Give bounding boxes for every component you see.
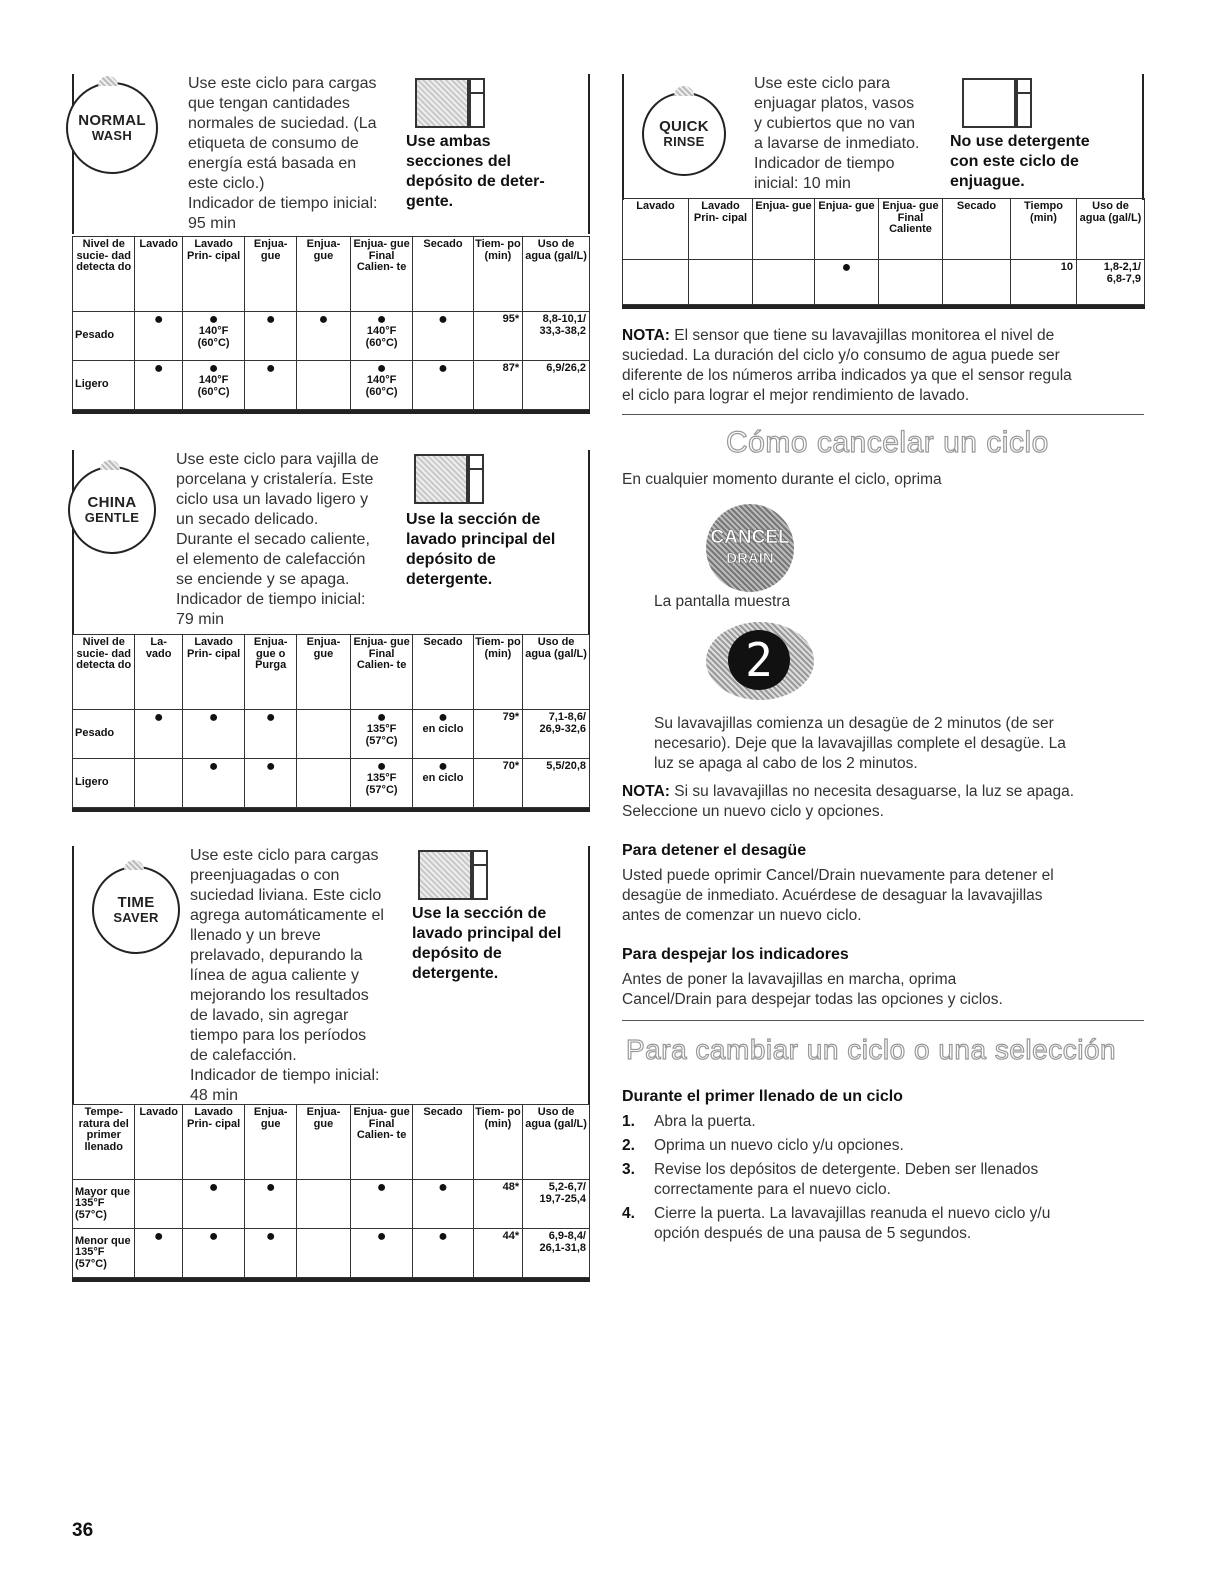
table-header: Tempe- ratura del primer llenado bbox=[73, 1105, 135, 1180]
table-header: Uso de agua (gal/L) bbox=[523, 237, 590, 312]
table-header: Enjua- gue bbox=[815, 199, 879, 260]
table-header: Secado bbox=[413, 1105, 473, 1180]
table-header: Lavado Prin- cipal bbox=[689, 199, 753, 260]
clear-indicators-heading: Para despejar los indicadores bbox=[622, 946, 849, 963]
table-header: Secado bbox=[943, 199, 1011, 260]
table-header: Enjua- gue Final Calien- te bbox=[350, 635, 412, 710]
normal-wash-table bbox=[72, 236, 590, 410]
table-header: Uso de agua (gal/L) bbox=[523, 635, 590, 710]
table-cell: ● en ciclo bbox=[413, 710, 473, 759]
table-cell bbox=[753, 260, 815, 305]
table-header: La- vado bbox=[135, 635, 182, 710]
table-cell: ● bbox=[135, 1229, 182, 1278]
nota-drain: NOTA: Si su lavavajillas no necesita desaguarse, la luz se apaga. Seleccione un nuevo ciclo y opciones. bbox=[622, 783, 1075, 820]
table-cell bbox=[135, 759, 182, 808]
table-header: Nivel de sucie- dad detecta do bbox=[73, 237, 135, 312]
table-header: Lavado Prin- cipal bbox=[182, 1105, 244, 1180]
normal-wash-description: Use este ciclo para cargas que tengan cantidades normales de suciedad. (La etiqueta de consumo de energía está basada en este ciclo.) Indicador de tiempo inicial: 95 min bbox=[188, 75, 378, 232]
row-label: Ligero bbox=[73, 759, 135, 808]
table-cell: ● bbox=[245, 710, 297, 759]
table-cell: 10 bbox=[1011, 260, 1077, 305]
change-heading: Para cambiar un ciclo o una selección bbox=[626, 1034, 1117, 1065]
time-saver-description: Use este ciclo para cargas preenjuagadas o con suciedad liviana. Este ciclo agrega automáticamente el llenado y un breve prelavado, depurando la línea de agua caliente y mejorando los resultados de lavado, sin agregar tiempo para los períodos de calefacción. Indicador de tiempo inicial: 48 min bbox=[190, 847, 384, 1104]
table-cell: 6,9-8,4/ 26,1-31,8 bbox=[523, 1229, 590, 1278]
table-row bbox=[73, 759, 590, 808]
table-cell: 87* bbox=[473, 361, 523, 410]
change-subheading: Durante el primer llenado de un ciclo bbox=[622, 1088, 903, 1105]
table-header: Tiem- po (min) bbox=[473, 1105, 523, 1180]
table-cell: ● 140°F (60°C) bbox=[182, 312, 244, 361]
table-header: Lavado bbox=[135, 237, 182, 312]
display-intro: La pantalla muestra bbox=[654, 593, 791, 610]
table-header: Tiempo (min) bbox=[1011, 199, 1077, 260]
table-bottom-rule bbox=[72, 410, 590, 414]
table-cell: 6,9/26,2 bbox=[523, 361, 590, 410]
table-cell: ● bbox=[245, 312, 297, 361]
table-cell: ● bbox=[182, 759, 244, 808]
table-cell: ● bbox=[350, 1180, 412, 1229]
china-gentle-note: Use la sección de lavado principal del depósito de detergente. bbox=[406, 511, 556, 588]
table-header: Enjua- gue bbox=[297, 635, 351, 710]
table-cell: ● bbox=[413, 312, 473, 361]
cancel-intro: En cualquier momento durante el ciclo, oprima bbox=[622, 471, 942, 488]
table-cell: 1,8-2,1/ 6,8-7,9 bbox=[1077, 260, 1145, 305]
table-cell: 8,8-10,1/ 33,3-38,2 bbox=[523, 312, 590, 361]
table-header: Uso de agua (gal/L) bbox=[523, 1105, 590, 1180]
table-header: Nivel de sucie- dad detecta do bbox=[73, 635, 135, 710]
table-header: Secado bbox=[413, 237, 473, 312]
table-header: Enjua- gue bbox=[753, 199, 815, 260]
table-row bbox=[73, 312, 590, 361]
list-item: 3. Revise los depósitos de detergente. Deben ser llenados correctamente para el nuevo ciclo. bbox=[622, 1161, 1039, 1198]
table-cell: 48* bbox=[473, 1180, 523, 1229]
table-cell: ● 135°F (57°C) bbox=[350, 759, 412, 808]
table-cell bbox=[689, 260, 753, 305]
quick-rinse-note: No use detergente con este ciclo de enjuague. bbox=[950, 133, 1090, 190]
table-cell: ● bbox=[135, 361, 182, 410]
time-saver-table bbox=[72, 1104, 590, 1278]
list-item: 2. Oprima un nuevo ciclo y/u opciones. bbox=[622, 1137, 904, 1154]
table-cell: ● en ciclo bbox=[413, 759, 473, 808]
table-cell: 5,2-6,7/ 19,7-25,4 bbox=[523, 1180, 590, 1229]
quick-rinse-description: Use este ciclo para enjuagar platos, vasos y cubiertos que no van a lavarse de inmediato. Indicador de tiempo inicial: 10 min bbox=[754, 75, 920, 192]
table-cell: ● bbox=[182, 1180, 244, 1229]
table-cell: 7,1-8,6/ 26,9-32,6 bbox=[523, 710, 590, 759]
table-cell: ● bbox=[815, 260, 879, 305]
table-cell: ● bbox=[413, 361, 473, 410]
table-cell: 79* bbox=[473, 710, 523, 759]
table-cell: 70* bbox=[473, 759, 523, 808]
table-header: Uso de agua (gal/L) bbox=[1077, 199, 1145, 260]
table-header: Lavado bbox=[135, 1105, 182, 1180]
table-row bbox=[73, 1229, 590, 1278]
table-header: Tiem- po (min) bbox=[473, 237, 523, 312]
normal-wash-section bbox=[72, 74, 590, 420]
page-number: 36 bbox=[72, 1520, 94, 1541]
display-graphic: 2 bbox=[706, 622, 814, 700]
table-cell: ● 140°F (60°C) bbox=[350, 361, 412, 410]
table-cell: 44* bbox=[473, 1229, 523, 1278]
table-cell bbox=[879, 260, 943, 305]
table-header: Lavado Prin- cipal bbox=[182, 635, 244, 710]
table-cell: ● bbox=[135, 312, 182, 361]
divider bbox=[622, 1020, 1144, 1021]
time-saver-badge: TIME SAVER bbox=[92, 866, 180, 954]
divider bbox=[622, 414, 1144, 415]
time-saver-section bbox=[72, 846, 590, 1316]
normal-wash-badge: NORMAL WASH bbox=[66, 82, 158, 174]
table-cell: ● bbox=[182, 1229, 244, 1278]
table-cell bbox=[135, 1180, 182, 1229]
table-cell: ● bbox=[182, 710, 244, 759]
table-bottom-rule bbox=[622, 305, 1145, 309]
table-cell bbox=[297, 759, 351, 808]
table-cell: ● 135°F (57°C) bbox=[350, 710, 412, 759]
list-item: 1. Abra la puerta. bbox=[622, 1113, 756, 1130]
table-header: Secado bbox=[413, 635, 473, 710]
table-header: Enjua- gue bbox=[245, 1105, 297, 1180]
table-header: Enjua- gue bbox=[297, 1105, 351, 1180]
table-cell: 5,5/20,8 bbox=[523, 759, 590, 808]
table-cell bbox=[297, 361, 351, 410]
table-row bbox=[623, 260, 1145, 305]
change-steps bbox=[622, 1112, 1144, 1248]
table-cell: ● bbox=[350, 1229, 412, 1278]
table-header: Enjua- gue bbox=[297, 237, 351, 312]
normal-wash-note: Use ambas secciones del depósito de deter- gente. bbox=[406, 133, 545, 210]
table-cell: ● bbox=[413, 1229, 473, 1278]
table-header: Enjua- gue Final Caliente bbox=[879, 199, 943, 260]
row-label: Pesado bbox=[73, 710, 135, 759]
table-header: Enjua- gue o Purga bbox=[245, 635, 297, 710]
row-label: Ligero bbox=[73, 361, 135, 410]
nota-sensor: NOTA: El sensor que tiene su lavavajillas monitorea el nivel de suciedad. La duración del ciclo y/o consumo de agua puede ser diferente de los números arriba indicados ya que el sensor regula el ciclo para lograr el mejor rendimiento de lavado. bbox=[622, 327, 1072, 404]
table-cell: ● 140°F (60°C) bbox=[350, 312, 412, 361]
table-bottom-rule bbox=[72, 808, 590, 812]
table-row bbox=[73, 710, 590, 759]
table-header: Tiem- po (min) bbox=[473, 635, 523, 710]
stop-drain-text: Usted puede oprimir Cancel/Drain nuevamente para detener el desagüe de inmediato. Acuérdese de desaguar la lavavajillas antes de comenzar un nuevo ciclo. bbox=[622, 867, 1054, 924]
table-cell: ● bbox=[245, 1229, 297, 1278]
table-cell bbox=[297, 1180, 351, 1229]
table-cell bbox=[623, 260, 689, 305]
table-cell: 95* bbox=[473, 312, 523, 361]
table-cell bbox=[297, 1229, 351, 1278]
table-header: Enjua- gue bbox=[245, 237, 297, 312]
table-cell bbox=[297, 710, 351, 759]
table-cell: ● 140°F (60°C) bbox=[182, 361, 244, 410]
cancel-drain-button-graphic: CANCEL DRAIN bbox=[706, 504, 794, 592]
row-label: Mayor que 135°F (57°C) bbox=[73, 1180, 135, 1229]
stop-drain-heading: Para detener el desagüe bbox=[622, 842, 807, 859]
table-cell: ● bbox=[413, 1180, 473, 1229]
list-item: 4. Cierre la puerta. La lavavajillas reanuda el nuevo ciclo y/u opción después de una pausa de 5 segundos. bbox=[622, 1205, 1051, 1242]
row-label: Pesado bbox=[73, 312, 135, 361]
table-header: Lavado bbox=[623, 199, 689, 260]
table-row bbox=[73, 361, 590, 410]
table-cell: ● bbox=[297, 312, 351, 361]
table-cell: ● bbox=[245, 361, 297, 410]
quick-rinse-table bbox=[622, 198, 1145, 305]
china-gentle-section bbox=[72, 450, 590, 820]
china-gentle-description: Use este ciclo para vajilla de porcelana y cristalería. Este ciclo usa un lavado ligero y un secado delicado. Durante el secado caliente, el elemento de calefacción se enciende y se apaga. Indicador de tiempo inicial: 79 min bbox=[176, 451, 379, 628]
time-saver-note: Use la sección de lavado principal del depósito de detergente. bbox=[412, 905, 562, 982]
cancel-heading: Cómo cancelar un ciclo bbox=[726, 426, 1049, 459]
row-label: Menor que 135°F (57°C) bbox=[73, 1229, 135, 1278]
clear-indicators-text: Antes de poner la lavavajillas en marcha, oprima Cancel/Drain para despejar todas las opciones y ciclos. bbox=[622, 971, 1003, 1008]
china-gentle-badge: CHINA GENTLE bbox=[68, 466, 156, 554]
table-cell: ● bbox=[245, 1180, 297, 1229]
table-bottom-rule bbox=[72, 1278, 590, 1282]
quick-rinse-section bbox=[622, 74, 1144, 324]
quick-rinse-badge: QUICK RINSE bbox=[642, 92, 726, 176]
table-row bbox=[73, 1180, 590, 1229]
china-gentle-table bbox=[72, 634, 590, 808]
table-cell: ● bbox=[135, 710, 182, 759]
table-cell bbox=[943, 260, 1011, 305]
table-header: Enjua- gue Final Calien- te bbox=[350, 1105, 412, 1180]
cancel-after: Su lavavajillas comienza un desagüe de 2 minutos (de ser necesario). Deje que la lavavajillas complete el desagüe. La luz se apaga al cabo de los 2 minutos. bbox=[654, 715, 1066, 772]
table-cell: ● bbox=[245, 759, 297, 808]
table-header: Enjua- gue Final Calien- te bbox=[350, 237, 412, 312]
table-header: Lavado Prin- cipal bbox=[182, 237, 244, 312]
